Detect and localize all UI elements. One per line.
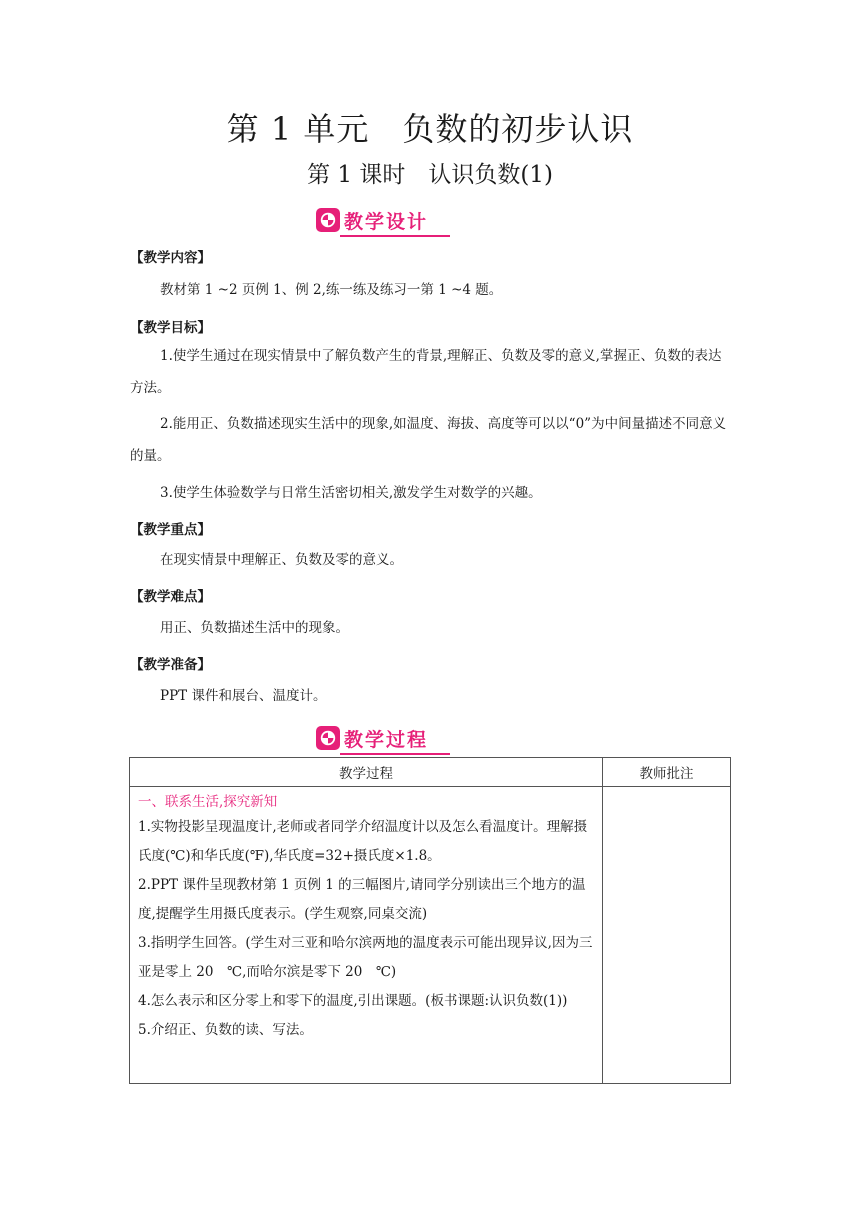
process-table (129, 757, 731, 1084)
key-heading: 【教学重点】 (130, 522, 211, 538)
prep-text: PPT 课件和展台、温度计。 (160, 688, 327, 704)
goal-item-2: 2.能用正、负数描述现实生活中的现象,如温度、海拔、高度等可以以“0”为中间量描述不同意义的量。 (130, 416, 727, 464)
part-title: 一、联系生活,探究新知 (138, 794, 278, 810)
process-banner-label: 教学过程 (344, 728, 429, 751)
step-4: 4.怎么表示和区分零上和零下的温度,引出课题。(板书课题:认识负数(1)) (138, 993, 568, 1009)
design-banner (316, 206, 428, 234)
key-text: 在现实情景中理解正、负数及零的意义。 (160, 552, 403, 568)
step-5: 5.介绍正、负数的读、写法。 (138, 1022, 313, 1038)
prep-heading: 【教学准备】 (130, 657, 211, 673)
col-process-header: 教学过程 (130, 758, 603, 787)
process-cell (130, 787, 603, 1084)
pinwheel-logo-icon (316, 726, 340, 750)
difficulty-text: 用正、负数描述生活中的现象。 (160, 620, 349, 636)
pinwheel-logo-icon (316, 208, 340, 232)
step-1: 1.实物投影呈现温度计,老师或者同学介绍温度计以及怎么看温度计。理解摄氏度(℃)和华氏度(℉),华氏度=32+摄氏度×1.8。 (138, 819, 588, 864)
lesson-title: 第 1 课时 认识负数(1) (307, 162, 553, 188)
content-text: 教材第 1 ~2 页例 1、例 2,练一练及练习一第 1 ~4 题。 (160, 282, 503, 298)
step-3: 3.指明学生回答。(学生对三亚和哈尔滨两地的温度表示可能出现异议,因为三亚是零上 20 ℃,而哈尔滨是零下 20 ℃) (138, 935, 593, 980)
goal-item-1: 1.使学生通过在现实情景中了解负数产生的背景,理解正、负数及零的意义,掌握正、负数的表达方法。 (130, 348, 722, 396)
notes-cell[interactable] (603, 787, 731, 1084)
design-banner-label: 教学设计 (344, 210, 429, 233)
col-notes-header: 教师批注 (603, 758, 731, 787)
unit-title: 第 1 单元 负数的初步认识 (226, 110, 634, 148)
content-heading: 【教学内容】 (130, 250, 211, 266)
step-2: 2.PPT 课件呈现教材第 1 页例 1 的三幅图片,请同学分别读出三个地方的温度,提醒学生用摄氏度表示。(学生观察,同桌交流) (138, 877, 586, 922)
process-banner (316, 724, 428, 752)
goal-item-3: 3.使学生体验数学与日常生活密切相关,激发学生对数学的兴趣。 (160, 485, 542, 501)
goals-heading: 【教学目标】 (130, 320, 211, 336)
difficulty-heading: 【教学难点】 (130, 589, 211, 605)
